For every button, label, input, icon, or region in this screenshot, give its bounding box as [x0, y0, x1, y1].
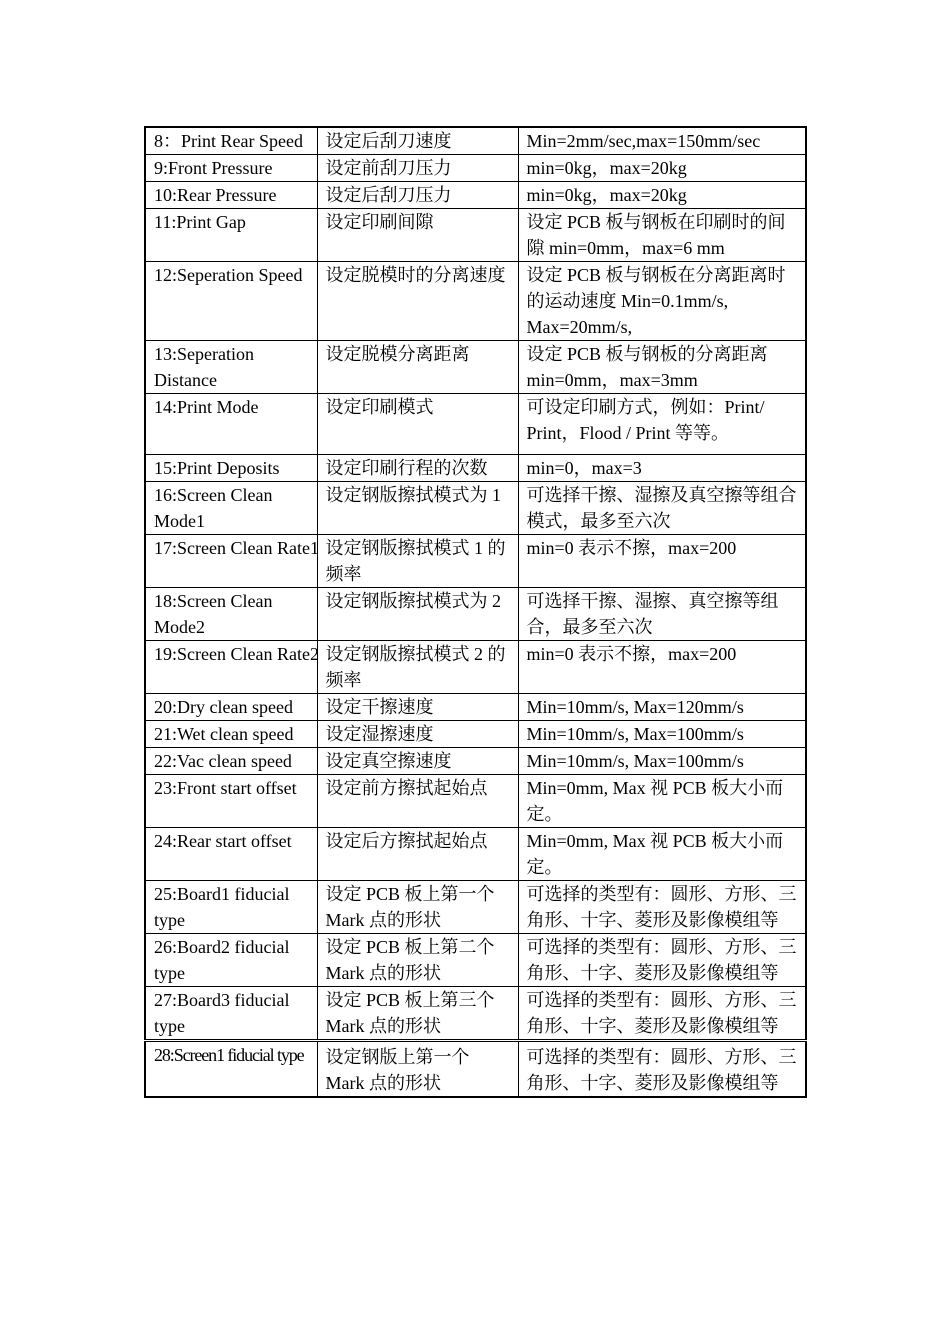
- param-name: 25:Board1 fiducial type: [145, 881, 317, 934]
- param-range: min=0kg，max=20kg: [518, 182, 806, 209]
- param-description: 设定 PCB 板上第三个 Mark 点的形状: [317, 987, 518, 1041]
- param-name: 13:Seperation Distance: [145, 341, 317, 394]
- param-range: 可选择干擦、湿擦及真空擦等组合模式，最多至六次: [518, 482, 806, 535]
- param-name: 28:Screen1 fiducial type: [145, 1041, 317, 1098]
- param-range: min=0kg，max=20kg: [518, 155, 806, 182]
- table-row: [145, 535, 806, 588]
- table-row: [145, 694, 806, 721]
- table-row: [145, 482, 806, 535]
- param-description: 设定钢版上第一个 Mark 点的形状: [317, 1041, 518, 1098]
- param-name: 24:Rear start offset: [145, 828, 317, 881]
- param-description: 设定后刮刀速度: [317, 127, 518, 155]
- param-range: Min=0mm, Max 视 PCB 板大小而定。: [518, 775, 806, 828]
- param-description: 设定 PCB 板上第二个 Mark 点的形状: [317, 934, 518, 987]
- param-range: Min=10mm/s, Max=120mm/s: [518, 694, 806, 721]
- param-range: min=0 表示不擦，max=200: [518, 535, 806, 588]
- param-name: 16:Screen Clean Mode1: [145, 482, 317, 535]
- param-description: 设定钢版擦拭模式 1 的频率: [317, 535, 518, 588]
- table-row: [145, 127, 806, 155]
- param-name: 10:Rear Pressure: [145, 182, 317, 209]
- table-row: [145, 775, 806, 828]
- param-description: 设定印刷间隙: [317, 209, 518, 262]
- param-description: 设定脱模时的分离速度: [317, 262, 518, 341]
- param-description: 设定 PCB 板上第一个 Mark 点的形状: [317, 881, 518, 934]
- param-range: 设定 PCB 板与钢板在分离距离时的运动速度 Min=0.1mm/s, Max=20mm/s,: [518, 262, 806, 341]
- param-name: 9:Front Pressure: [145, 155, 317, 182]
- table-row: [145, 721, 806, 748]
- param-range: 设定 PCB 板与钢板在印刷时的间隙 min=0mm，max=6 mm: [518, 209, 806, 262]
- param-description: 设定脱模分离距离: [317, 341, 518, 394]
- param-description: 设定前方擦拭起始点: [317, 775, 518, 828]
- parameter-table: [144, 126, 807, 1098]
- table-row: [145, 987, 806, 1041]
- param-name: 14:Print Mode: [145, 394, 317, 455]
- table-row: [145, 588, 806, 641]
- table-row: [145, 455, 806, 482]
- param-range: min=0，max=3: [518, 455, 806, 482]
- param-name: 22:Vac clean speed: [145, 748, 317, 775]
- param-description: 设定钢版擦拭模式为 2: [317, 588, 518, 641]
- param-name: 26:Board2 fiducial type: [145, 934, 317, 987]
- table-row: [145, 341, 806, 394]
- param-name: 12:Seperation Speed: [145, 262, 317, 341]
- param-range: 可选择的类型有：圆形、方形、三角形、十字、菱形及影像模组等: [518, 881, 806, 934]
- param-name: 19:Screen Clean Rate2: [145, 641, 317, 694]
- table-row: [145, 209, 806, 262]
- param-name: 18:Screen Clean Mode2: [145, 588, 317, 641]
- param-range: 可选择的类型有：圆形、方形、三角形、十字、菱形及影像模组等: [518, 934, 806, 987]
- param-name: 17:Screen Clean Rate1: [145, 535, 317, 588]
- param-range: 可选择的类型有：圆形、方形、三角形、十字、菱形及影像模组等: [518, 1041, 806, 1098]
- param-range: 可设定印刷方式，例如：Print/ Print，Flood / Print 等等。: [518, 394, 806, 455]
- param-description: 设定前刮刀压力: [317, 155, 518, 182]
- table-row: [145, 155, 806, 182]
- table-row: [145, 881, 806, 934]
- param-description: 设定后刮刀压力: [317, 182, 518, 209]
- param-description: 设定真空擦速度: [317, 748, 518, 775]
- param-description: 设定钢版擦拭模式 2 的频率: [317, 641, 518, 694]
- table-row: [145, 934, 806, 987]
- table-row: [145, 748, 806, 775]
- param-name: 27:Board3 fiducial type: [145, 987, 317, 1041]
- param-range: 可选择的类型有：圆形、方形、三角形、十字、菱形及影像模组等: [518, 987, 806, 1041]
- table-row: [145, 182, 806, 209]
- param-range: Min=10mm/s, Max=100mm/s: [518, 748, 806, 775]
- param-description: 设定后方擦拭起始点: [317, 828, 518, 881]
- param-name: 20:Dry clean speed: [145, 694, 317, 721]
- param-name: 23:Front start offset: [145, 775, 317, 828]
- param-name: 21:Wet clean speed: [145, 721, 317, 748]
- param-range: 设定 PCB 板与钢板的分离距离 min=0mm，max=3mm: [518, 341, 806, 394]
- param-description: 设定印刷模式: [317, 394, 518, 455]
- table-row: [145, 1041, 806, 1098]
- table-row: [145, 828, 806, 881]
- param-range: Min=10mm/s, Max=100mm/s: [518, 721, 806, 748]
- table-row: [145, 262, 806, 341]
- param-name: 15:Print Deposits: [145, 455, 317, 482]
- table-row: [145, 641, 806, 694]
- param-name: 8：Print Rear Speed: [145, 127, 317, 155]
- param-description: 设定钢版擦拭模式为 1: [317, 482, 518, 535]
- param-description: 设定干擦速度: [317, 694, 518, 721]
- param-name: 11:Print Gap: [145, 209, 317, 262]
- param-description: 设定湿擦速度: [317, 721, 518, 748]
- table-row: [145, 394, 806, 455]
- param-range: 可选择干擦、湿擦、真空擦等组合，最多至六次: [518, 588, 806, 641]
- param-range: Min=2mm/sec,max=150mm/sec: [518, 127, 806, 155]
- param-range: Min=0mm, Max 视 PCB 板大小而定。: [518, 828, 806, 881]
- param-description: 设定印刷行程的次数: [317, 455, 518, 482]
- param-range: min=0 表示不擦，max=200: [518, 641, 806, 694]
